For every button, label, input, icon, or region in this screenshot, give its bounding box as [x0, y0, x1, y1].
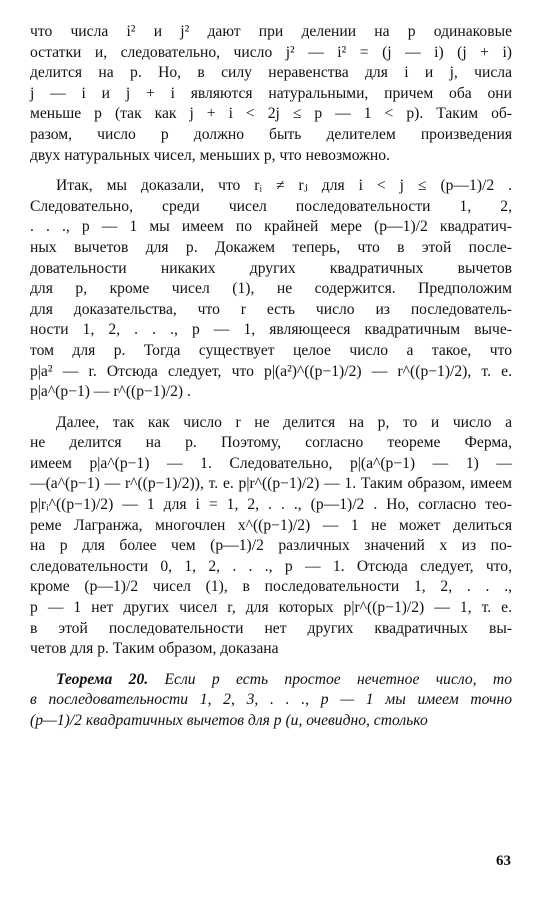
text-line: ности 1, 2, . . ., p — 1, являющееся квадратичным выче- — [30, 321, 512, 339]
paragraph-fermat — [30, 413, 512, 660]
text-line: Если p есть простое нечетное число, то — [148, 670, 512, 688]
text-line: Следовательно, среди чисел последовательности 1, 2, — [30, 197, 512, 215]
text-line: что числа i² и j² дают при делении на p одинаковые — [30, 23, 512, 40]
text-line: p|a² — r. Отсюда следует, что p|(a²)^((p−1)/2) — r^((p−1)/2), т. е. — [30, 362, 512, 380]
text-line: в последовательности 1, 2, 3, . . ., p — 1 мы имеем точно — [30, 691, 512, 709]
text-line: кроме (p—1)/2 чисел (1), в последовательности 1, 2, . . ., — [30, 578, 512, 596]
text-line: для доказательства, что r есть число из последователь- — [30, 300, 512, 318]
text-line: остатки и, следовательно, число j² — i² = (j — i) (j + i) — [30, 43, 512, 61]
text-line: реме Лагранжа, многочлен x^((p−1)/2) — 1 не может делиться — [30, 516, 512, 534]
text-line: p|a^(p−1) — r^((p−1)/2) . — [30, 383, 191, 401]
text-line: четов для p. Таким образом, доказана — [30, 640, 279, 658]
text-line: делится на p. Но, в силу неравенства для i и j, числа — [30, 64, 512, 82]
text-line: в этой последовательности нет других квадратичных вы- — [30, 619, 512, 637]
page-number: 63 — [496, 853, 511, 869]
text-line: том для p. Тогда существует целое число a такое, что — [30, 341, 512, 359]
theorem-20 — [30, 670, 512, 732]
theorem-title: Теорема 20. — [56, 670, 149, 688]
text-line: p — 1 нет других чисел r, для которых p|r^((p−1)/2) — 1, т. е. — [30, 599, 512, 617]
text-line: p|rᵢ^((p−1)/2) — 1 для i = 1, 2, . . ., (p—1)/2 . Но, согласно тео- — [30, 496, 512, 514]
theorem-first-line — [30, 670, 512, 691]
text-line: довательности никаких других квадратичных вычетов — [30, 259, 512, 277]
book-page — [30, 22, 512, 742]
text-line: ных вычетов для p. Докажем теперь, что в этой после- — [30, 238, 512, 256]
text-line: меньше p (так как j + i < 2j ≤ p — 1 < p). Таким об- — [30, 105, 512, 123]
text-line: имеем p|a^(p−1) — 1. Следовательно, p|(a^(p−1) — 1) — — [30, 454, 512, 472]
text-line: —(a^(p−1) — r^((p−1)/2)), т. е. p|r^((p−1)/2) — 1. Таким образом, имеем — [30, 475, 512, 493]
text-line: Далее, так как число r не делится на p, то и число a — [56, 413, 512, 431]
text-line: на p для более чем (p—1)/2 различных значений x из по- — [30, 537, 512, 555]
text-line: Итак, мы доказали, что rᵢ ≠ rⱼ для i < j ≤ (p—1)/2 . — [56, 177, 512, 195]
text-line: не делится на p. Поэтому, согласно теореме Ферма, — [30, 434, 512, 452]
text-line: j — i и j + i являются натуральными, причем оба они — [30, 84, 512, 102]
text-line: (p—1)/2 квадратичных вычетов для p (и, очевидно, столько — [30, 712, 428, 729]
text-line: . . ., p — 1 мы имеем по крайней мере (p—1)/2 квадратич- — [30, 218, 512, 236]
text-line: следовательности 0, 1, 2, . . ., p — 1. Отсюда следует, что, — [30, 557, 512, 575]
text-line: двух натуральных чисел, меньших p, что невозможно. — [30, 146, 390, 164]
text-line: разом, число p должно быть делителем произведения — [30, 125, 512, 143]
text-line: для p, кроме чисел (1), не содержится. Предположим — [30, 280, 512, 298]
paragraph-proof-end — [30, 22, 512, 166]
paragraph-residues — [30, 176, 512, 403]
